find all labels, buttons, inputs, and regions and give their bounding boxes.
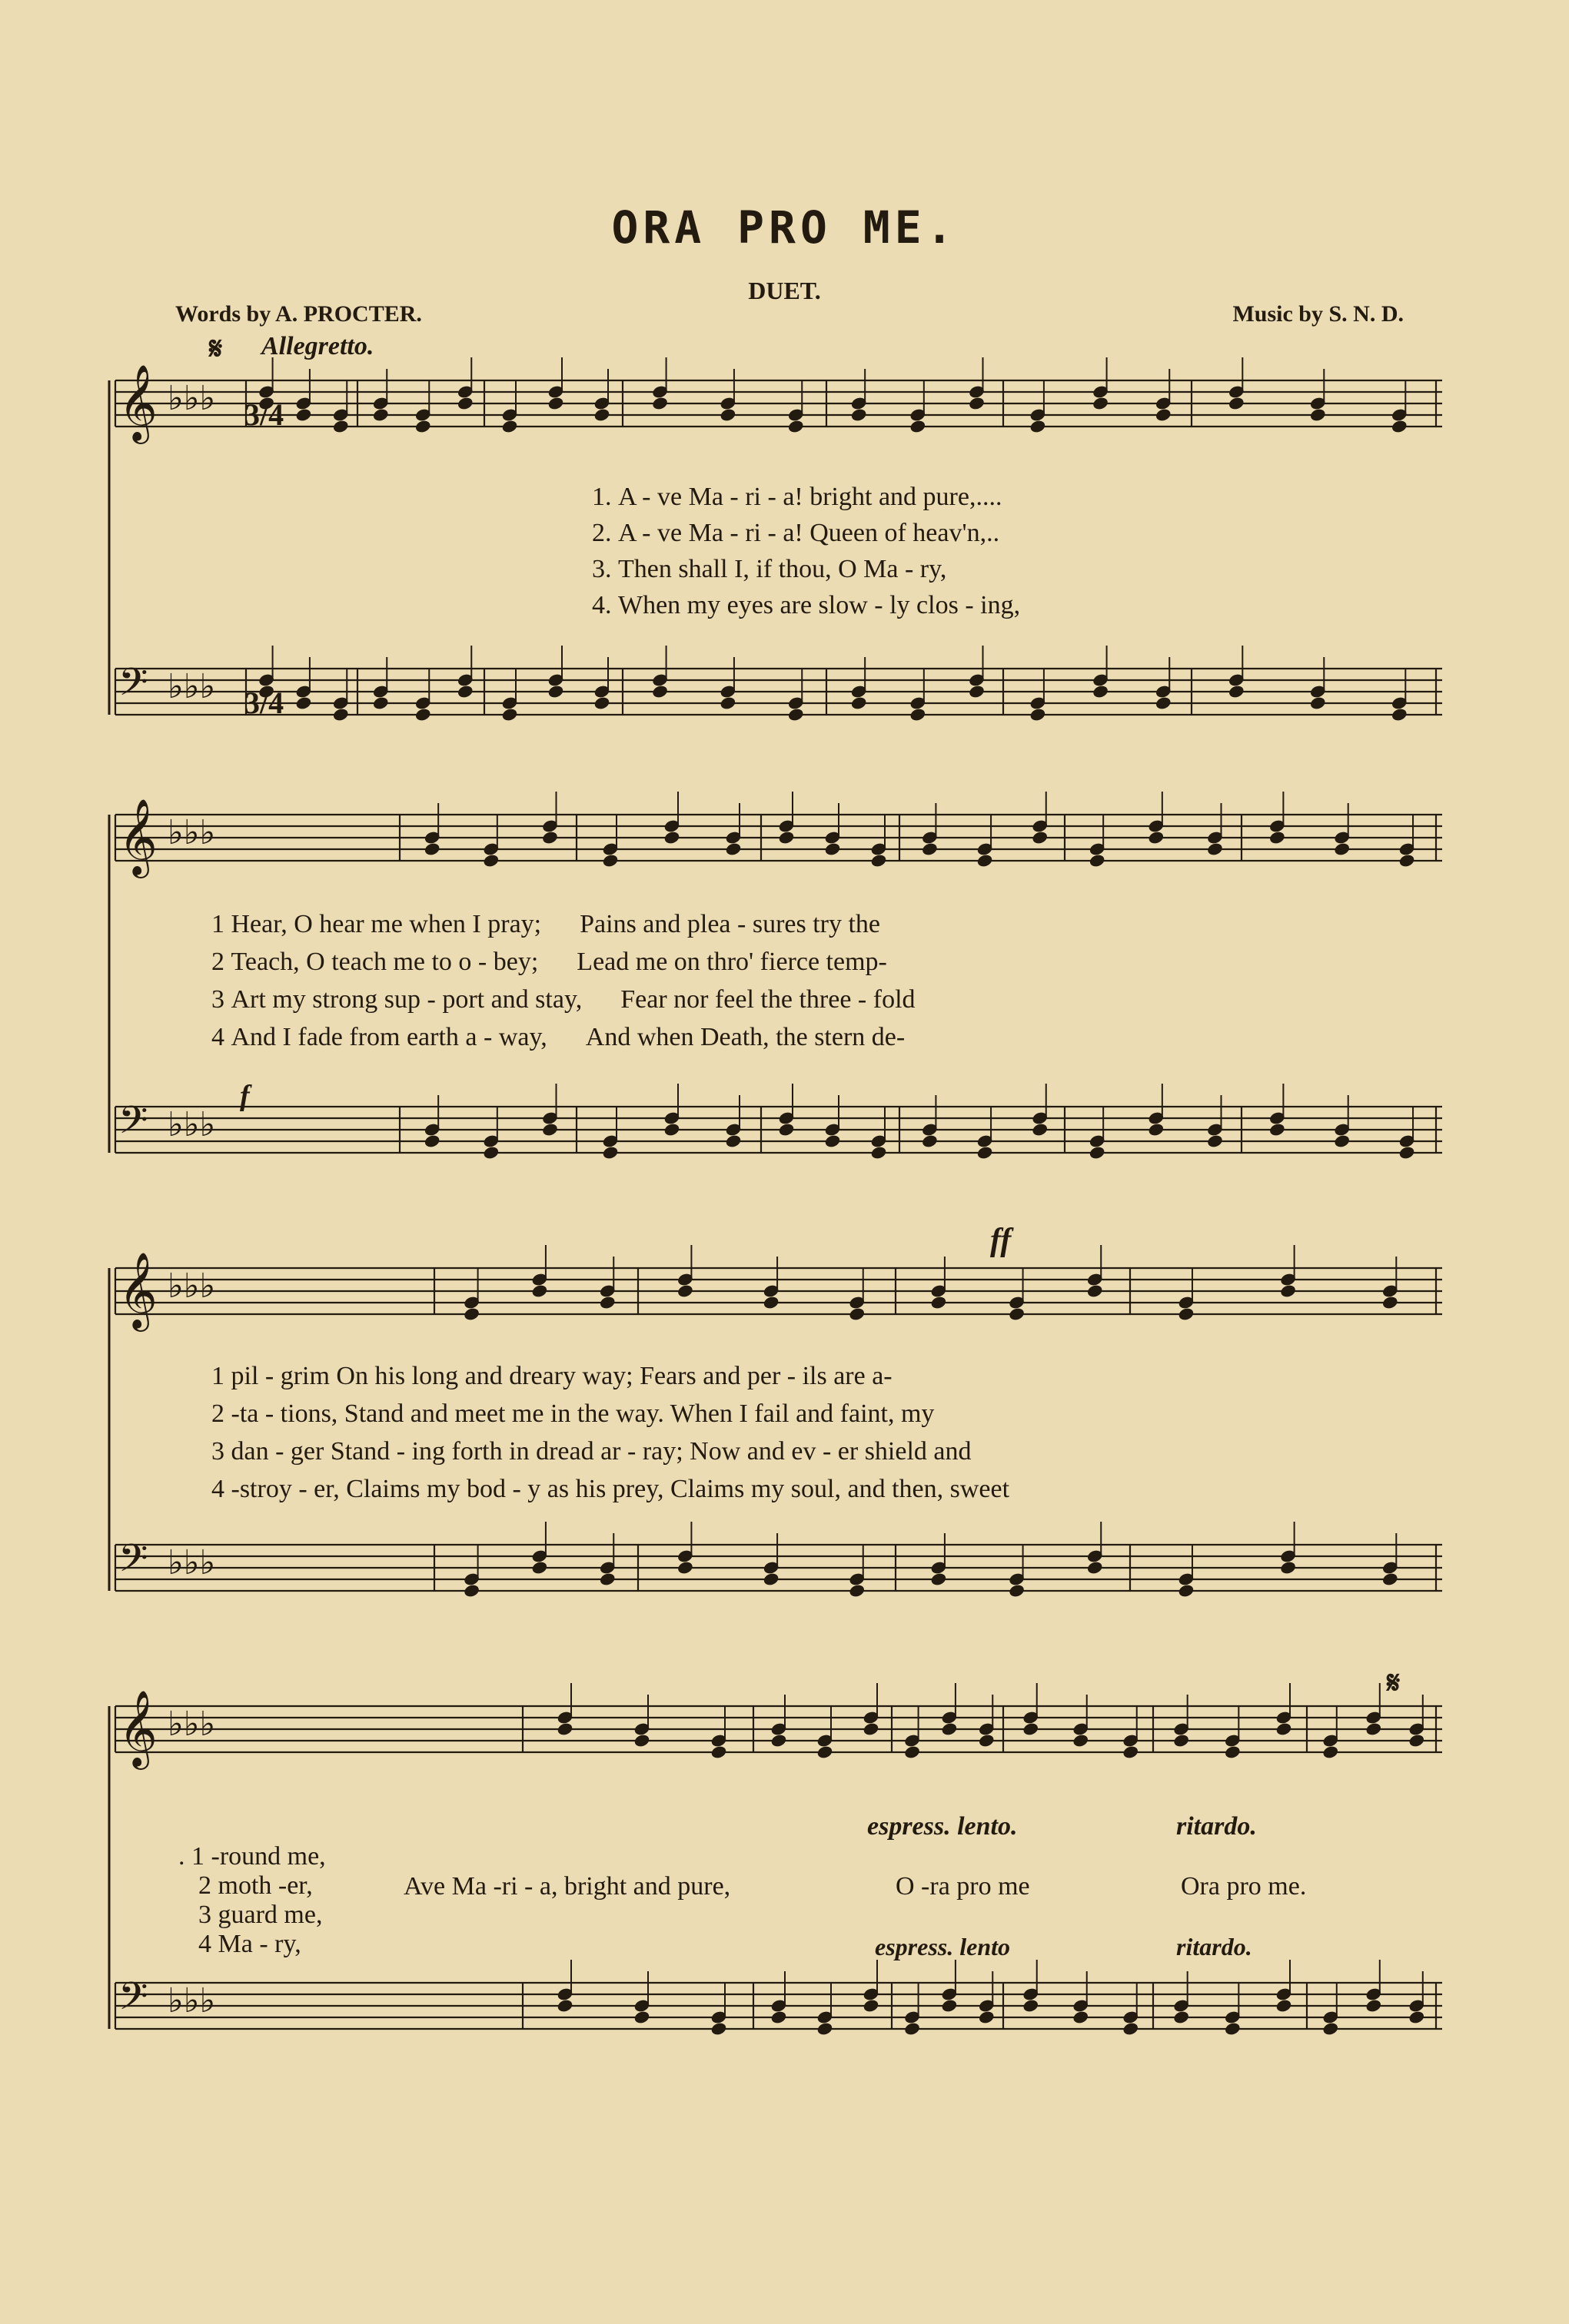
note-head xyxy=(1089,1146,1105,1160)
note-head xyxy=(1225,1745,1241,1759)
note-head xyxy=(424,1134,440,1148)
note-head xyxy=(677,1284,693,1298)
note-head xyxy=(1089,854,1105,868)
music-credit: Music by S. N. D. xyxy=(1232,301,1404,327)
note-head xyxy=(424,842,440,856)
note-head xyxy=(788,420,804,433)
time-signature: 3/4 xyxy=(244,686,284,720)
note-head xyxy=(969,397,985,410)
note-head xyxy=(1228,685,1245,699)
words-credit: Words by A. PROCTER. xyxy=(175,301,422,327)
note-head xyxy=(1032,1123,1048,1137)
lyric-line-1-1: 1. A - ve Ma - ri - a! bright and pure,.... xyxy=(592,483,1002,511)
note-head xyxy=(1398,854,1414,868)
note-head xyxy=(763,1296,779,1310)
note-head xyxy=(1391,420,1408,433)
note-head xyxy=(1009,1584,1025,1598)
note-head xyxy=(1022,1722,1039,1736)
note-head xyxy=(1269,1123,1285,1137)
note-head xyxy=(483,1146,499,1160)
note-head xyxy=(1408,2010,1424,2024)
note-head xyxy=(1148,831,1164,845)
note-head xyxy=(633,2010,650,2024)
note-head xyxy=(1334,1134,1350,1148)
note-head xyxy=(593,408,610,422)
note-head xyxy=(1072,1734,1089,1748)
note-head xyxy=(1207,1134,1223,1148)
lyric-line-3-2: 2 -ta - tions, Stand and meet me in the way. When I fail and faint, my xyxy=(211,1399,935,1428)
note-head xyxy=(1365,1722,1381,1736)
note-head xyxy=(415,708,431,722)
expression-mark-ritardo: ritardo. xyxy=(1176,1812,1257,1841)
note-head xyxy=(849,1307,865,1321)
note-head xyxy=(464,1584,480,1598)
lyric-line-3-1: 1 pil - grim On his long and dreary way; Fears and per - ils are a- xyxy=(211,1362,893,1390)
note-head xyxy=(1122,1745,1139,1759)
lyric-line-3-4: 4 -stroy - er, Claims my bod - y as his prey, Claims my soul, and then, sweet xyxy=(211,1475,1010,1503)
note-head xyxy=(1178,1307,1194,1321)
note-head xyxy=(1275,1999,1291,2013)
note-head xyxy=(547,397,563,410)
note-head xyxy=(1280,1561,1296,1575)
note-head xyxy=(1155,408,1172,422)
note-head xyxy=(677,1561,693,1575)
note-head xyxy=(1087,1561,1103,1575)
note-head xyxy=(816,2022,833,2036)
note-head xyxy=(941,1999,957,2013)
note-head xyxy=(1009,1307,1025,1321)
expression-mark-ritardo-2: ritardo. xyxy=(1176,1933,1252,1960)
note-head xyxy=(1173,1734,1189,1748)
note-head xyxy=(778,831,794,845)
treble-clef-icon: 𝄞 xyxy=(118,1252,158,1329)
note-head xyxy=(557,1722,573,1736)
dynamic-fortissimo: ff xyxy=(990,1223,1012,1258)
note-head xyxy=(710,1745,726,1759)
note-head xyxy=(720,696,736,710)
key-signature-flats: ♭♭♭ xyxy=(168,813,216,852)
expression-mark-espress: espress. lento. xyxy=(867,1812,1018,1841)
note-head xyxy=(557,1999,573,2013)
note-head xyxy=(1322,1745,1338,1759)
note-head xyxy=(1280,1284,1296,1298)
lyric-line-4-4: 4 Ma - ry, xyxy=(198,1930,301,1958)
note-head xyxy=(531,1561,547,1575)
note-head xyxy=(663,831,680,845)
lyric-line-4-1: . 1 -round me, xyxy=(178,1842,326,1871)
refrain-end-2: Ora pro me. xyxy=(1181,1872,1307,1901)
note-head xyxy=(1092,397,1109,410)
note-head xyxy=(863,1999,879,2013)
note-head xyxy=(501,708,517,722)
refrain-text: Ave Ma -ri - a, bright and pure, xyxy=(404,1872,731,1901)
note-head xyxy=(850,696,866,710)
note-head xyxy=(1310,408,1326,422)
note-head xyxy=(295,696,311,710)
lyric-line-2-1: 1 Hear, O hear me when I pray; Pains and plea - sures try the xyxy=(211,910,881,938)
note-head xyxy=(600,1296,616,1310)
note-head xyxy=(373,408,389,422)
note-head xyxy=(770,2010,786,2024)
lyric-line-2-2: 2 Teach, O teach me to o - bey; Lead me on thro' fierce temp- xyxy=(211,948,887,976)
note-head xyxy=(1022,1999,1039,2013)
note-head xyxy=(824,1134,840,1148)
dynamic-forte: f xyxy=(240,1080,250,1112)
note-head xyxy=(633,1734,650,1748)
note-head xyxy=(725,842,741,856)
note-head xyxy=(333,708,349,722)
note-head xyxy=(1207,842,1223,856)
lyric-line-2-4: 4 And I fade from earth a - way, And when Death, the stern de- xyxy=(211,1023,906,1051)
note-head xyxy=(531,1284,547,1298)
note-head xyxy=(1087,1284,1103,1298)
note-head xyxy=(788,708,804,722)
note-head xyxy=(602,854,618,868)
note-head xyxy=(930,1572,946,1586)
note-head xyxy=(1382,1296,1398,1310)
key-signature-flats: ♭♭♭ xyxy=(168,1705,216,1744)
note-head xyxy=(1173,2010,1189,2024)
note-head xyxy=(1382,1572,1398,1586)
treble-clef-icon: 𝄞 xyxy=(118,1690,158,1767)
note-head xyxy=(600,1572,616,1586)
key-signature-flats: ♭♭♭ xyxy=(168,1105,216,1144)
note-head xyxy=(457,685,474,699)
key-signature-flats: ♭♭♭ xyxy=(168,379,216,418)
note-head xyxy=(710,2022,726,2036)
note-head xyxy=(763,1572,779,1586)
note-head xyxy=(1225,2022,1241,2036)
note-head xyxy=(863,1722,879,1736)
note-head xyxy=(652,685,668,699)
note-head xyxy=(979,1734,995,1748)
note-head xyxy=(816,1745,833,1759)
note-head xyxy=(922,842,938,856)
note-head xyxy=(663,1123,680,1137)
note-head xyxy=(850,408,866,422)
segno-icon: 𝄋 xyxy=(209,330,223,367)
note-head xyxy=(904,2022,920,2036)
note-head xyxy=(778,1123,794,1137)
lyric-line-1-2: 2. A - ve Ma - ri - a! Queen of heav'n,.. xyxy=(592,519,1000,547)
note-head xyxy=(1029,708,1045,722)
key-signature-flats: ♭♭♭ xyxy=(168,667,216,706)
note-head xyxy=(1391,708,1408,722)
note-head xyxy=(720,408,736,422)
note-head xyxy=(870,1146,886,1160)
note-head xyxy=(904,1745,920,1759)
time-signature: 3/4 xyxy=(244,397,284,432)
refrain-end-1: O -ra pro me xyxy=(896,1872,1030,1901)
note-head xyxy=(770,1734,786,1748)
note-head xyxy=(976,1146,992,1160)
bass-clef-icon: 𝄢 xyxy=(118,1536,148,1590)
page-title: ORA PRO ME. xyxy=(611,201,958,254)
note-head xyxy=(909,420,926,433)
note-head xyxy=(373,696,389,710)
note-head xyxy=(1032,831,1048,845)
note-head xyxy=(1365,1999,1381,2013)
note-head xyxy=(483,854,499,868)
segno-icon-end: 𝄋 xyxy=(1387,1665,1401,1701)
note-head xyxy=(333,420,349,433)
note-head xyxy=(602,1146,618,1160)
note-head xyxy=(1269,831,1285,845)
note-head xyxy=(542,1123,558,1137)
note-head xyxy=(849,1584,865,1598)
note-head xyxy=(870,854,886,868)
note-head xyxy=(725,1134,741,1148)
note-head xyxy=(930,1296,946,1310)
note-head xyxy=(1148,1123,1164,1137)
treble-clef-icon: 𝄞 xyxy=(118,364,158,441)
note-head xyxy=(652,397,668,410)
note-head xyxy=(547,685,563,699)
lyric-line-1-4: 4. When my eyes are slow - ly clos - ing, xyxy=(592,591,1021,619)
note-head xyxy=(464,1307,480,1321)
note-head xyxy=(1122,2022,1139,2036)
note-head xyxy=(1398,1146,1414,1160)
note-head xyxy=(1334,842,1350,856)
subtitle: DUET. xyxy=(748,277,821,304)
note-head xyxy=(1275,1722,1291,1736)
note-head xyxy=(824,842,840,856)
lyric-line-2-3: 3 Art my strong sup - port and stay, Fear nor feel the three - fold xyxy=(211,985,916,1014)
note-head xyxy=(1228,397,1245,410)
note-head xyxy=(941,1722,957,1736)
note-head xyxy=(1322,2022,1338,2036)
key-signature-flats: ♭♭♭ xyxy=(168,1981,216,2020)
note-head xyxy=(979,2010,995,2024)
expression-mark-espress-2: espress. lento xyxy=(875,1933,1010,1960)
note-head xyxy=(909,708,926,722)
note-head xyxy=(295,408,311,422)
staves xyxy=(109,380,1442,2029)
note-head xyxy=(1029,420,1045,433)
note-head xyxy=(1310,696,1326,710)
treble-clef-icon: 𝄞 xyxy=(118,798,158,875)
lyric-line-1-3: 3. Then shall I, if thou, O Ma - ry, xyxy=(592,555,947,583)
bass-clef-icon: 𝄢 xyxy=(118,660,148,714)
bass-clef-icon: 𝄢 xyxy=(118,1974,148,2028)
lyric-line-4-3: 3 guard me, xyxy=(198,1901,323,1929)
note-head xyxy=(415,420,431,433)
note-head xyxy=(969,685,985,699)
lyric-line-4-2: 2 moth -er, xyxy=(198,1871,313,1900)
note-head xyxy=(976,854,992,868)
note-head xyxy=(501,420,517,433)
note-head xyxy=(593,696,610,710)
note-head xyxy=(457,397,474,410)
note-head xyxy=(1178,1584,1194,1598)
note-head xyxy=(1092,685,1109,699)
note-head xyxy=(542,831,558,845)
note-head xyxy=(1072,2010,1089,2024)
note-head xyxy=(1155,696,1172,710)
lyric-line-3-3: 3 dan - ger Stand - ing forth in dread ar - ray; Now and ev - er shield and xyxy=(211,1437,972,1466)
note-head xyxy=(922,1134,938,1148)
key-signature-flats: ♭♭♭ xyxy=(168,1267,216,1306)
bass-clef-icon: 𝄢 xyxy=(118,1098,148,1152)
key-signature-flats: ♭♭♭ xyxy=(168,1543,216,1582)
note-head xyxy=(1408,1734,1424,1748)
tempo-marking: Allegretto. xyxy=(261,332,374,360)
